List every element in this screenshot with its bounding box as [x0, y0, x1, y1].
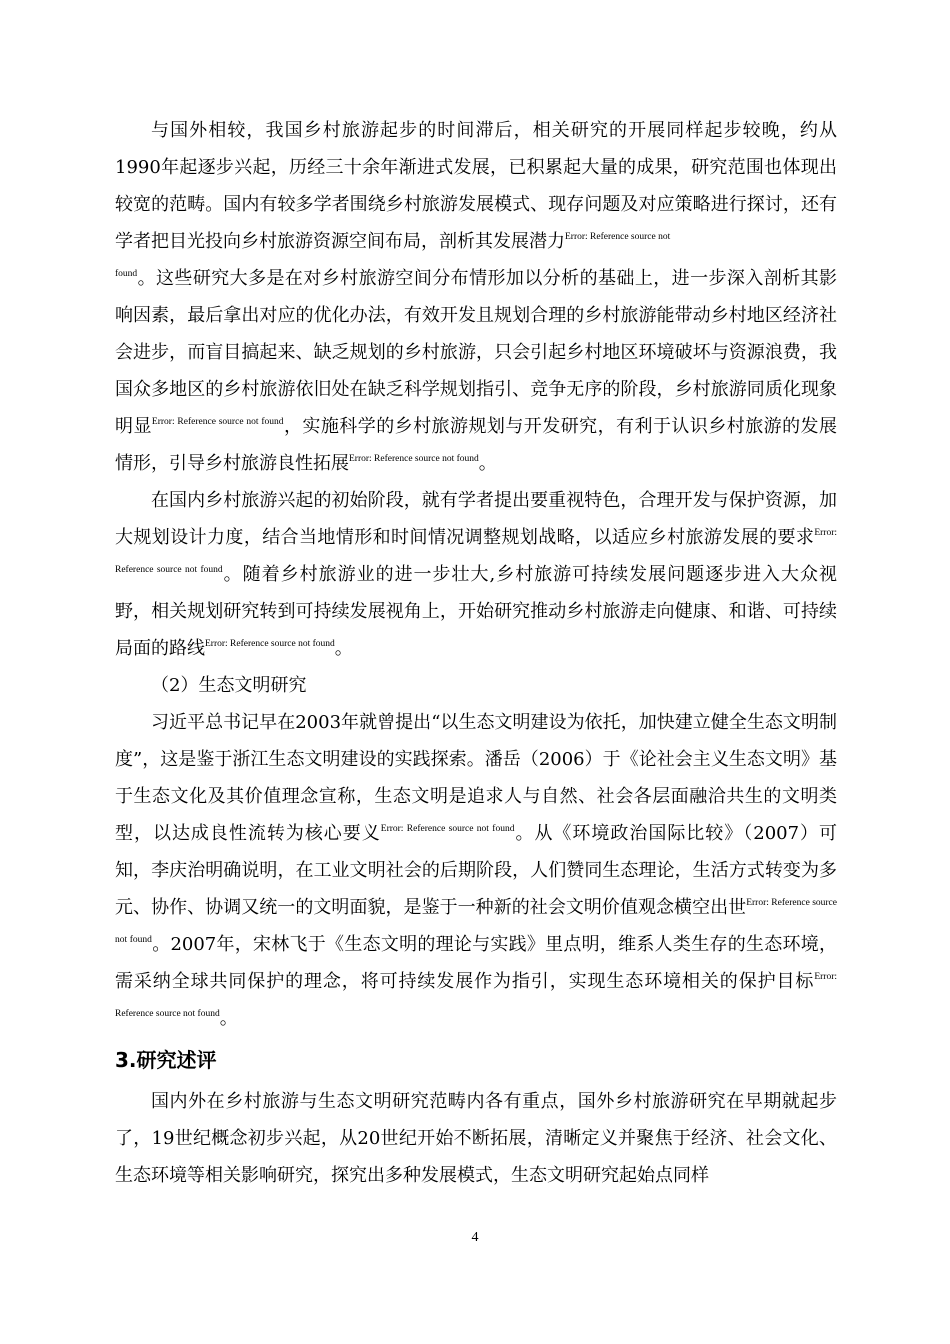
paragraph-text: 。	[219, 1008, 238, 1029]
reference-error-marker: Error: Reference source not	[565, 232, 671, 242]
reference-error-marker: Error: Reference source not found	[380, 824, 515, 834]
reference-error-marker: Error: Reference source not found	[205, 639, 335, 649]
paragraph-text: 。2007年，宋林飞于《生态文明的理论与实践》里点明，维系人类生存的生态环境，需采纳全球共同保护的理念，将可持续发展作为指引，实现生态环境相关的保护目标	[115, 934, 837, 992]
reference-error-marker: found	[115, 269, 138, 279]
paragraph-text: 在国内乡村旅游兴起的初始阶段，就有学者提出要重视特色，合理开发与保护资源，加大规划设计力度，结合当地情形和时间情况调整规划战略，以适应乡村旅游发展的要求	[115, 490, 837, 548]
paragraph-text: 。	[478, 453, 497, 474]
page-number: 4	[471, 1230, 479, 1245]
paragraph-text: 与国外相较，我国乡村旅游起步的时间滞后，相关研究的开展同样起步较晚，约从1990年起逐步兴起，历经三十余年渐进式发展，已积累起大量的成果，研究范围也体现出较宽的范畴。国内有较多学者围绕乡村旅游发展模式、现存问题及对应策略进行探讨，还有学者把目光投向乡村旅游资源空间布局，剖析其发展潜力	[115, 120, 837, 252]
paragraph-text: 。从《环境政治国际比较》（2007）可知，李庆治明确说明，在工业文明社会的后期阶段，人们赞同生态理论，生活方式转变为多元、协作、协调又统一的文明面貌，是鉴于一种新的社会文明价值观念横空出世	[115, 823, 838, 918]
paragraph-initial-stage	[115, 482, 837, 667]
paragraph-ecological-civilization	[115, 704, 837, 1037]
section-heading-research-review: 3.研究述评	[115, 1048, 217, 1072]
paragraph-text: ，实施科学的乡村旅游规划与开发研究，有利于认识乡村旅游的发展情形，引导乡村旅游良性拓展	[115, 416, 838, 474]
paragraph-text: 。随着乡村旅游业的进一步壮大,乡村旅游可持续发展问题逐步进入大众视野，相关规划研究转到可持续发展视角上，开始研究推动乡村旅游走向健康、和谐、可持续局面的路线	[115, 564, 838, 659]
body-text	[115, 112, 837, 1194]
reference-error-marker: Error: Reference source not found	[115, 898, 837, 945]
reference-error-marker: Error: Reference source not found	[115, 972, 837, 1019]
subheading-ecological-civilization: （2）生态文明研究	[151, 675, 307, 696]
reference-error-marker: Error: Reference source not found	[151, 417, 284, 427]
paragraph-text: 。这些研究大多是在对乡村旅游空间分布情形加以分析的基础上，进一步深入剖析其影响因素，最后拿出对应的优化办法，有效开发且规划合理的乡村旅游能带动乡村地区经济社会进步，而盲目搞起来、缺乏规划的乡村旅游，只会引起乡村地区环境破坏与资源浪费，我国众多地区的乡村旅游依旧处在缺乏科学规划指引、竞争无序的阶段，乡村旅游同质化现象明显	[115, 268, 837, 437]
reference-error-marker: Error: Reference source not found	[349, 454, 479, 464]
paragraph-text: 习近平总书记早在2003年就曾提出“以生态文明建设为依托，加快建立健全生态文明制度”，这是鉴于浙江生态文明建设的实践探索。潘岳（2006）于《论社会主义生态文明》基于生态文化及其价值理念宣称，生态文明是追求人与自然、社会各层面融洽共生的文明类型，以达成良性流转为核心要义	[115, 712, 837, 844]
paragraph-text: 。	[334, 638, 353, 659]
paragraph-research-review: 国内外在乡村旅游与生态文明研究范畴内各有重点，国外乡村旅游研究在早期就起步了，19世纪概念初步兴起，从20世纪开始不断拓展，清晰定义并聚焦于经济、社会文化、生态环境等相关影响研究，探究出多种发展模式，生态文明研究起始点同样	[115, 1091, 837, 1186]
reference-error-marker: Error: Reference source not found	[115, 528, 837, 575]
paragraph-domestic-rural-tourism	[115, 112, 837, 482]
